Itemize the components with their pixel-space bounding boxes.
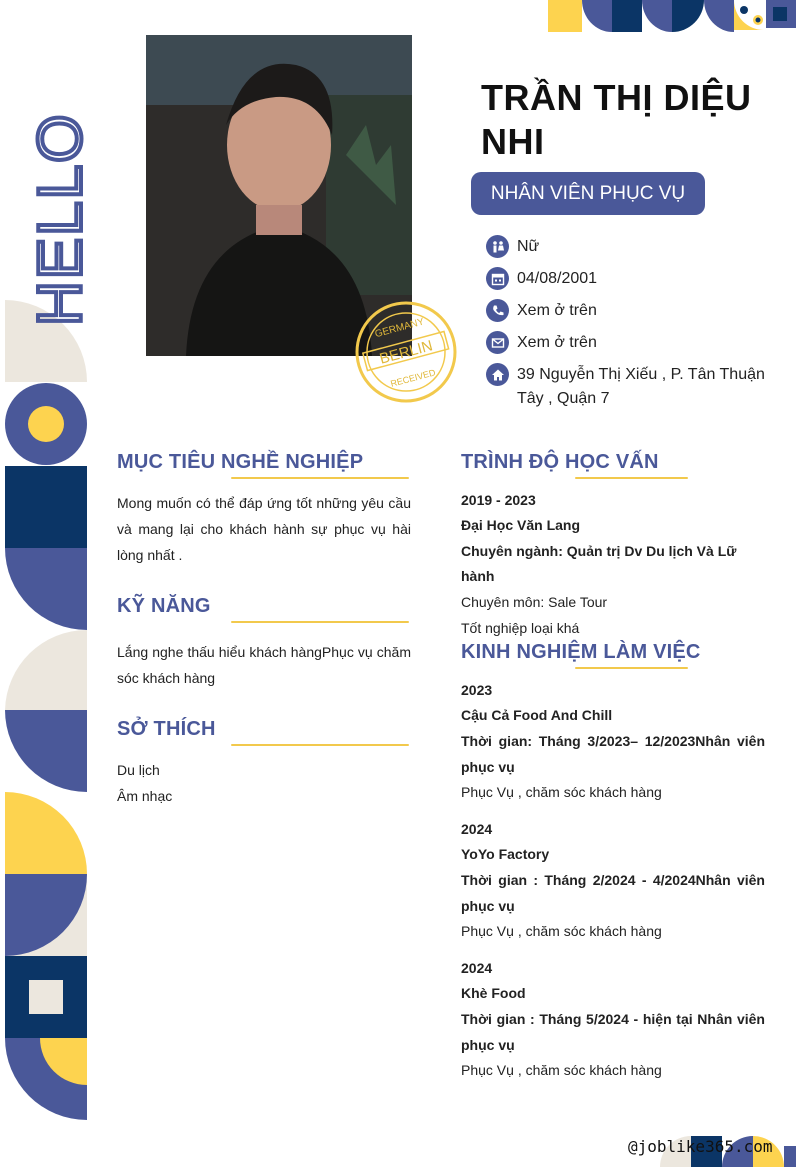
address-value: 39 Nguyễn Thị Xiếu , P. Tân Thuận Tây , Quận 7 — [517, 366, 765, 407]
phone-row — [486, 299, 776, 323]
hobbies-underline — [231, 744, 409, 746]
hobbies-heading: SỞ THÍCH — [117, 718, 216, 740]
experience-desc: Phục Vụ , chăm sóc khách hàng — [461, 923, 662, 939]
svg-text:HELLO: HELLO — [26, 112, 95, 326]
dob-row — [486, 267, 776, 291]
objective-text: Mong muốn có thể đáp ứng tốt những yêu cầu và mang lại cho khách hành sự phục vụ hài lòng nhất . — [117, 495, 411, 563]
home-icon — [486, 363, 509, 386]
education-block — [461, 488, 765, 641]
experience-item — [461, 678, 765, 805]
left-decorative-shapes — [5, 300, 87, 1120]
svg-text:GERMANY: GERMANY — [373, 316, 426, 341]
experience-item — [461, 956, 765, 1083]
education-years: 2019 - 2023 — [461, 492, 536, 508]
experience-period: Thời gian : Tháng 2/2024 - 4/2024Nhân viên phục vụ — [461, 872, 765, 914]
experience-item — [461, 817, 765, 944]
gender-icon — [486, 235, 509, 258]
hello-vertical-text — [26, 58, 95, 326]
job-title-badge: NHÂN VIÊN PHỤC VỤ — [471, 172, 705, 215]
experience-year: 2024 — [461, 821, 493, 837]
education-school: Đại Học Văn Lang — [461, 517, 581, 533]
objective-underline — [231, 477, 409, 479]
hobby-item: Du lịch — [117, 762, 160, 778]
address-row — [486, 363, 776, 411]
skills-underline — [231, 621, 409, 623]
skills-text: Lắng nghe thấu hiểu khách hàngPhục vụ chăm sóc khách hàng — [117, 644, 411, 686]
experience-desc: Phục Vụ , chăm sóc khách hàng — [461, 784, 662, 800]
objective-heading: MỤC TIÊU NGHỀ NGHIỆP — [117, 451, 364, 473]
education-specialty: Chuyên môn: Sale Tour — [461, 594, 608, 610]
experience-year: 2023 — [461, 682, 493, 698]
education-underline — [575, 477, 688, 479]
gender-value: Nữ — [517, 238, 540, 255]
experience-heading: KINH NGHIỆM LÀM VIỆC — [461, 641, 701, 663]
candidate-name: TRẦN THỊ DIỆU NHI — [481, 77, 752, 162]
svg-text:BERLIN: BERLIN — [377, 337, 435, 368]
dob-value: 04/08/2001 — [517, 270, 598, 287]
top-decorative-shapes — [548, 0, 796, 32]
svg-text:RECEIVED: RECEIVED — [389, 367, 437, 389]
experience-company: YoYo Factory — [461, 846, 550, 862]
experience-year: 2024 — [461, 960, 493, 976]
hobby-item: Âm nhạc — [117, 788, 173, 804]
experience-period: Thời gian: Tháng 3/2023– 12/2023Nhân viên phục vụ — [461, 733, 765, 775]
experience-desc: Phục Vụ , chăm sóc khách hàng — [461, 1062, 662, 1078]
education-grade: Tốt nghiệp loại khá — [461, 620, 580, 636]
phone-icon — [486, 299, 509, 322]
calendar-icon — [486, 267, 509, 290]
education-heading: TRÌNH ĐỘ HỌC VẤN — [461, 451, 659, 473]
email-value: Xem ở trên — [517, 334, 597, 351]
experience-underline — [575, 667, 688, 669]
email-icon — [486, 331, 509, 354]
email-row — [486, 331, 776, 355]
skills-heading: KỸ NĂNG — [117, 595, 211, 617]
experience-company: Cậu Cả Food And Chill — [461, 707, 613, 723]
experience-period: Thời gian : Tháng 5/2024 - hiện tại Nhân viên phục vụ — [461, 1011, 765, 1053]
phone-value: Xem ở trên — [517, 302, 597, 319]
experience-company: Khè Food — [461, 985, 526, 1001]
gender-row — [486, 235, 776, 259]
berlin-stamp — [354, 300, 458, 404]
education-major: Chuyên ngành: Quản trị Dv Du lịch Và Lữ hành — [461, 543, 737, 584]
watermark-text: @joblike365.com — [628, 1137, 773, 1156]
